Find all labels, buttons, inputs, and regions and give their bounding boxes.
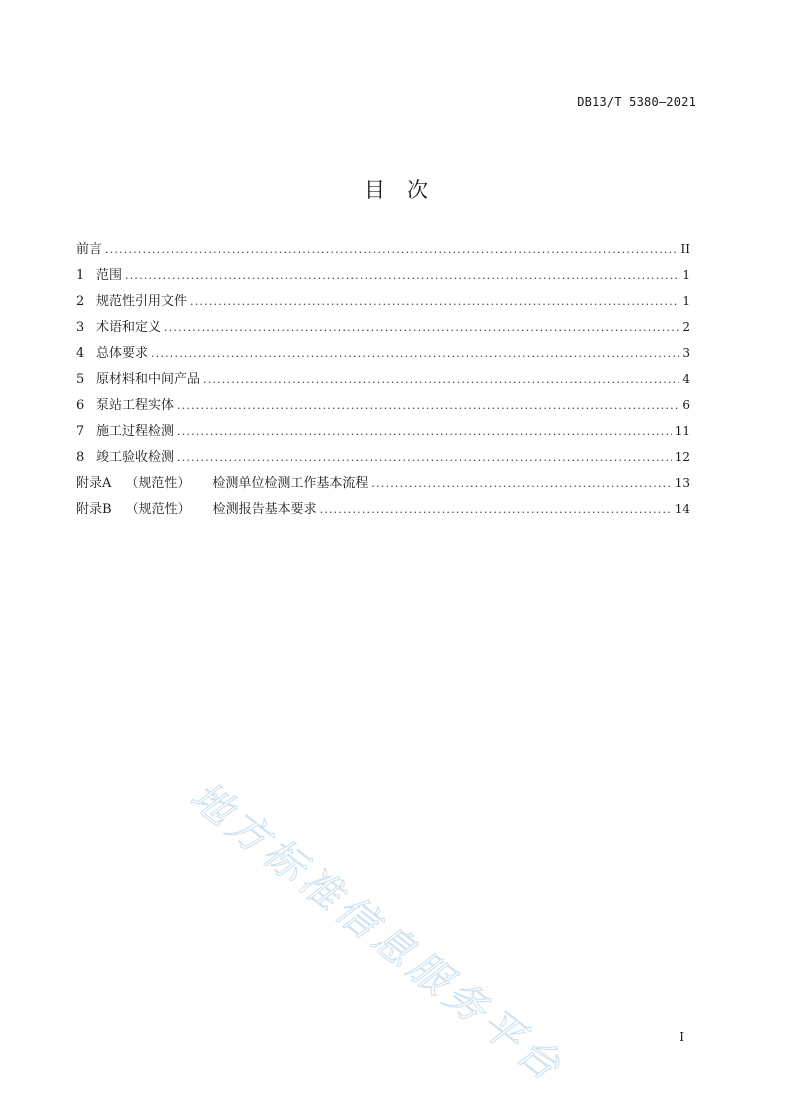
toc-entry-1[interactable] [76, 264, 690, 290]
toc-appendix-page: 13 [674, 476, 690, 490]
toc-entry-number: 7 [76, 424, 85, 439]
toc-leader-dots [151, 347, 679, 360]
toc-entry-label: 规范性引用文件 [96, 294, 188, 309]
toc-entry-page: 1 [682, 268, 690, 282]
toc-leader-dots [177, 399, 679, 412]
toc-entry-number: 1 [76, 268, 85, 283]
toc-entry-number: 8 [76, 450, 85, 465]
toc-entry-number: 6 [76, 398, 85, 413]
toc-entry-foreword[interactable] [76, 238, 690, 264]
toc-entry-3[interactable] [76, 316, 690, 342]
toc-leader-dots [203, 373, 679, 386]
toc-appendix-label: 检测单位检测工作基本流程 [212, 476, 369, 491]
toc-entry-label: 总体要求 [96, 346, 149, 361]
toc-appendix-category: （规范性） [125, 476, 191, 491]
toc-appendix-prefix: 附录B [76, 502, 112, 517]
toc-entry-5[interactable] [76, 368, 690, 394]
toc-entry-label: 竣工验收检测 [96, 450, 175, 465]
toc-entry-label: 范围 [96, 268, 123, 283]
toc-entry-page: 1 [682, 294, 690, 308]
toc-leader-dots [164, 321, 679, 334]
toc-appendix-b[interactable] [76, 498, 690, 524]
toc-list [76, 238, 690, 524]
toc-entry-8[interactable] [76, 446, 690, 472]
toc-entry-label: 原材料和中间产品 [96, 372, 201, 387]
standard-number: DB13/T 5380—2021 [577, 95, 696, 109]
toc-entry-number: 4 [76, 346, 85, 361]
toc-leader-dots [320, 503, 672, 516]
toc-entry-page: 3 [682, 346, 690, 360]
toc-entry-label: 前言 [76, 242, 103, 257]
toc-appendix-a[interactable] [76, 472, 690, 498]
toc-leader-dots [177, 451, 672, 464]
toc-appendix-page: 14 [674, 502, 690, 516]
toc-leader-dots [125, 269, 679, 282]
toc-entry-page: 11 [674, 424, 690, 438]
toc-entry-4[interactable] [76, 342, 690, 368]
toc-entry-page: 2 [682, 320, 690, 334]
toc-appendix-label: 检测报告基本要求 [212, 502, 317, 517]
page-number: I [679, 1030, 684, 1044]
toc-title-part1: 目 [364, 178, 385, 202]
toc-entry-6[interactable] [76, 394, 690, 420]
toc-leader-dots [177, 425, 672, 438]
toc-entry-number: 5 [76, 372, 85, 387]
watermark: 地方标准信息服务平台 [181, 773, 573, 1093]
toc-leader-dots [190, 295, 679, 308]
toc-entry-page: II [680, 242, 690, 256]
toc-entry-number: 3 [76, 320, 85, 335]
toc-appendix-category: （规范性） [125, 502, 191, 517]
toc-entry-page: 6 [682, 398, 690, 412]
toc-entry-label: 泵站工程实体 [96, 398, 175, 413]
toc-entry-label: 术语和定义 [96, 320, 162, 335]
toc-entry-page: 12 [674, 450, 690, 464]
toc-entry-page: 4 [682, 372, 690, 386]
toc-entry-label: 施工过程检测 [96, 424, 175, 439]
toc-entry-2[interactable] [76, 290, 690, 316]
toc-entry-number: 2 [76, 294, 85, 309]
toc-leader-dots [105, 243, 678, 256]
toc-title [0, 174, 792, 204]
toc-leader-dots [371, 477, 671, 490]
toc-entry-7[interactable] [76, 420, 690, 446]
toc-appendix-prefix: 附录A [76, 476, 112, 491]
toc-title-part2: 次 [407, 178, 428, 202]
